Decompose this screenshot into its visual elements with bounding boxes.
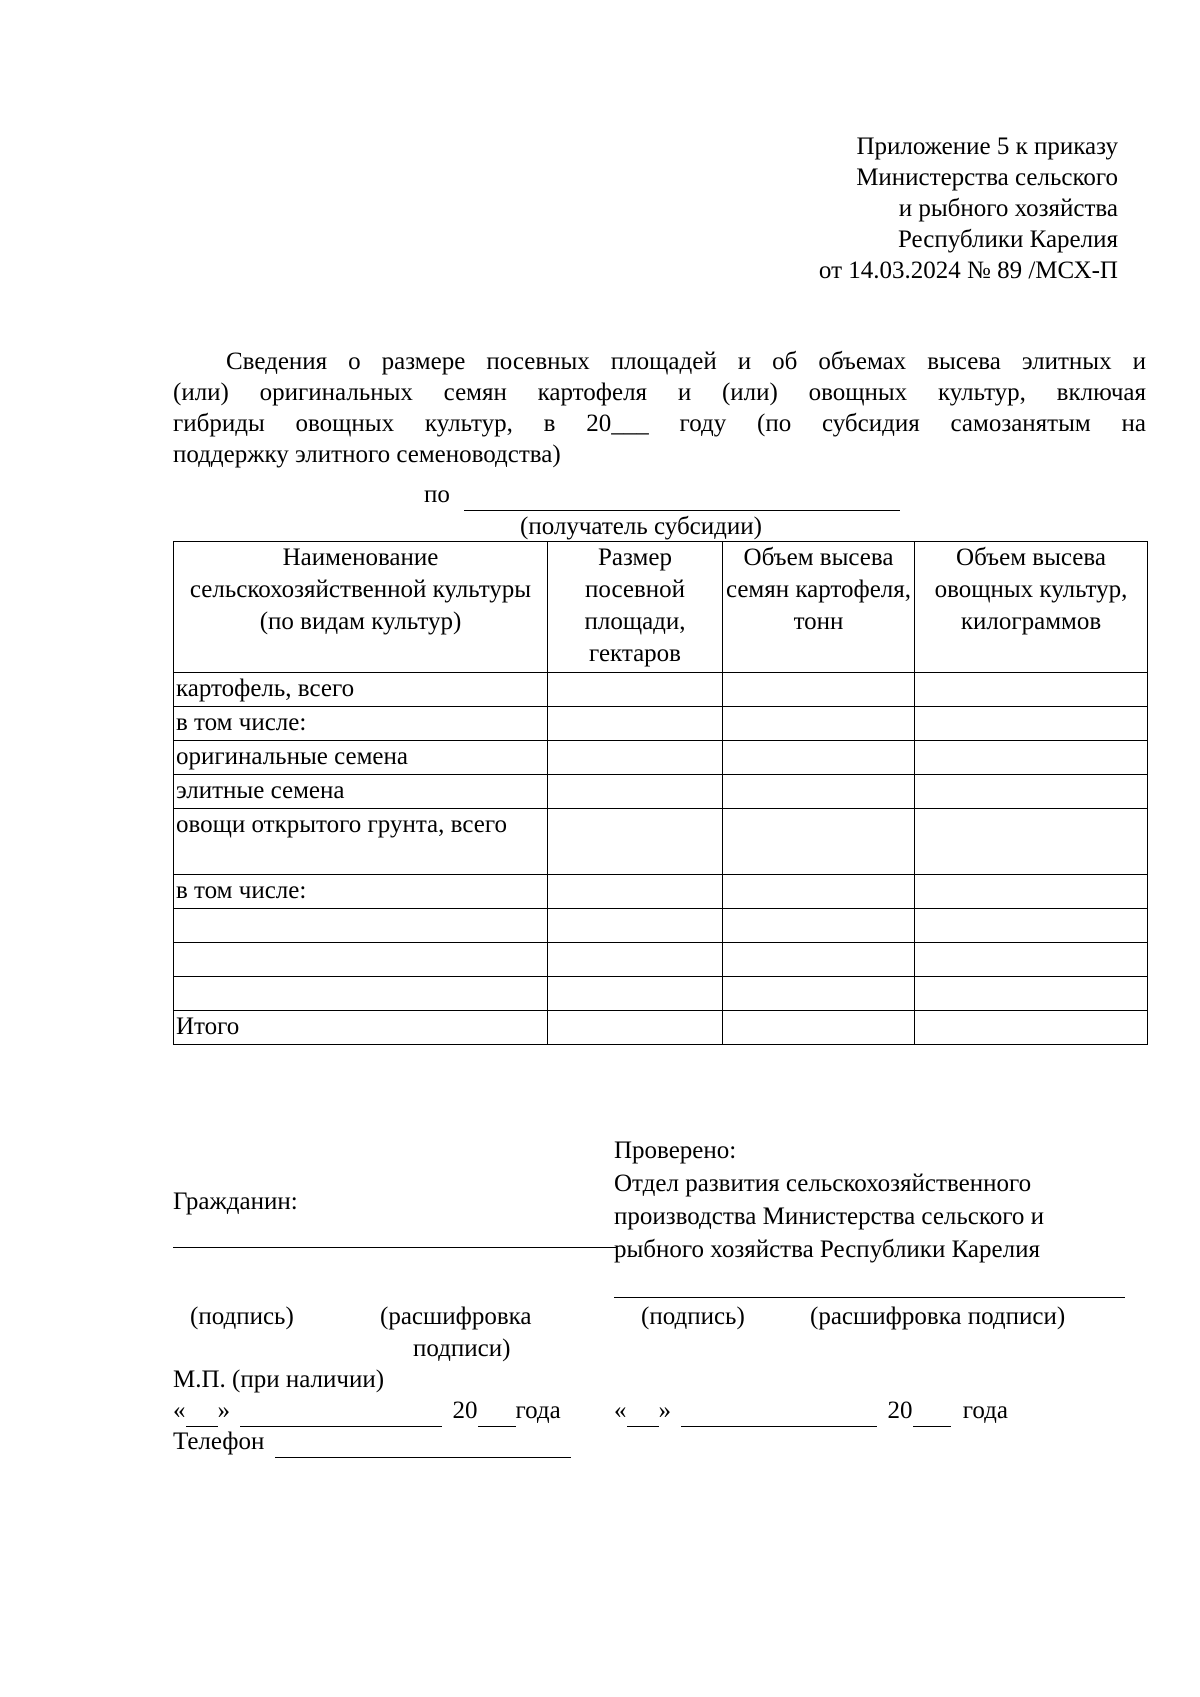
table-cell[interactable] <box>915 775 1148 809</box>
table-cell[interactable] <box>548 707 723 741</box>
appendix-line: Министерства сельского <box>856 164 1118 191</box>
document-title <box>173 346 1146 470</box>
appendix-header <box>518 131 1118 286</box>
table-cell[interactable] <box>723 741 915 775</box>
left-decode-caption-1: (расшифровка <box>380 1303 532 1330</box>
table-cell[interactable] <box>723 707 915 741</box>
row-name: картофель, всего <box>174 673 548 707</box>
row-name: Итого <box>174 1011 548 1045</box>
table-cell[interactable] <box>915 741 1148 775</box>
recipient-caption: (получатель субсидии) <box>520 513 762 540</box>
table-cell[interactable] <box>915 943 1148 977</box>
month-field[interactable] <box>240 1395 442 1427</box>
table-cell[interactable] <box>915 977 1148 1011</box>
right-decode-caption: (расшифровка подписи) <box>810 1303 1066 1330</box>
left-decode-caption-2: подписи) <box>413 1335 511 1362</box>
recipient-field[interactable] <box>464 479 900 511</box>
day-field[interactable] <box>186 1395 218 1427</box>
year-prefix: 20 <box>452 1397 478 1424</box>
table-row <box>174 909 1148 943</box>
table-row <box>174 673 1148 707</box>
table-row <box>174 943 1148 977</box>
appendix-line: от 14.03.2024 № 89 /МСХ-П <box>818 257 1118 284</box>
table-row <box>174 1011 1148 1045</box>
table-cell[interactable] <box>548 977 723 1011</box>
row-name: оригинальные семена <box>174 741 548 775</box>
table-cell[interactable] <box>915 909 1148 943</box>
header-potato-volume: Объем высева семян картофеля, тонн <box>723 542 915 673</box>
citizen-signature-line[interactable] <box>173 1247 616 1248</box>
quote-close: » <box>217 1397 230 1424</box>
year-field[interactable] <box>478 1395 516 1427</box>
year-word: года <box>962 1397 1008 1424</box>
table-cell[interactable] <box>723 775 915 809</box>
table-cell[interactable] <box>548 775 723 809</box>
year-field[interactable] <box>913 1395 951 1427</box>
department-signature-line[interactable] <box>614 1297 1125 1298</box>
phone-line <box>173 1426 571 1458</box>
table-cell[interactable] <box>915 707 1148 741</box>
appendix-line: Приложение 5 к приказу <box>856 133 1118 160</box>
appendix-line: и рыбного хозяйства <box>898 195 1118 222</box>
day-field[interactable] <box>627 1395 659 1427</box>
table-cell[interactable] <box>723 673 915 707</box>
table-cell[interactable] <box>548 673 723 707</box>
table-cell[interactable] <box>548 909 723 943</box>
stamp-label: М.П. (при наличии) <box>173 1366 385 1393</box>
crop-table <box>173 541 1148 1045</box>
quote-open: « <box>614 1397 627 1424</box>
table-row <box>174 741 1148 775</box>
citizen-date <box>173 1395 561 1427</box>
header-crop-name: Наименование сельскохозяйственной культуры (по видам культур) <box>174 542 548 673</box>
table-cell[interactable] <box>915 809 1148 875</box>
row-name: элитные семена <box>174 775 548 809</box>
citizen-label: Гражданин: <box>173 1188 298 1215</box>
recipient-line <box>424 479 900 511</box>
table-cell[interactable] <box>915 673 1148 707</box>
checked-label: Проверено: <box>614 1137 737 1164</box>
row-name[interactable] <box>174 909 548 943</box>
header-vegetable-volume: Объем высева овощных культур, килограммов <box>915 542 1148 673</box>
table-row <box>174 775 1148 809</box>
table-row <box>174 977 1148 1011</box>
table-cell[interactable] <box>915 875 1148 909</box>
row-name: в том числе: <box>174 875 548 909</box>
table-cell[interactable] <box>723 943 915 977</box>
table-cell[interactable] <box>723 909 915 943</box>
title-line: (или) оригинальных семян картофеля и (или) овощных культур, включая <box>173 379 1146 406</box>
quote-close: » <box>658 1397 671 1424</box>
table-cell[interactable] <box>915 1011 1148 1045</box>
row-name[interactable] <box>174 943 548 977</box>
year-word: года <box>515 1397 561 1424</box>
department-date <box>614 1395 1008 1427</box>
quote-open: « <box>173 1397 186 1424</box>
table-cell[interactable] <box>723 809 915 875</box>
checked-block <box>614 1134 1134 1266</box>
title-line: Сведения о размере посевных площадей и об объемах высева элитных и <box>226 348 1146 375</box>
table-row <box>174 707 1148 741</box>
row-name: овощи открытого грунта, всего <box>174 809 548 875</box>
table-cell[interactable] <box>723 977 915 1011</box>
year-prefix: 20 <box>887 1397 913 1424</box>
department-name: Отдел развития сельскохозяйственного производства Министерства сельского и рыбного хозяйства Республики Карелия <box>614 1170 1045 1263</box>
appendix-line: Республики Карелия <box>897 226 1118 253</box>
table-cell[interactable] <box>548 741 723 775</box>
phone-field[interactable] <box>275 1426 571 1458</box>
table-cell[interactable] <box>548 1011 723 1045</box>
table-cell[interactable] <box>723 875 915 909</box>
table-cell[interactable] <box>548 943 723 977</box>
title-line: поддержку элитного семеноводства) <box>173 441 561 468</box>
table-cell[interactable] <box>548 875 723 909</box>
month-field[interactable] <box>681 1395 877 1427</box>
table-cell[interactable] <box>548 809 723 875</box>
title-line: гибриды овощных культур, в 20___ году (по субсидия самозанятым на <box>173 410 1146 437</box>
table-row <box>174 809 1148 875</box>
phone-label: Телефон <box>173 1428 265 1455</box>
table-row <box>174 875 1148 909</box>
left-sign-caption: (подпись) <box>190 1303 294 1330</box>
table-cell[interactable] <box>723 1011 915 1045</box>
recipient-prefix: по <box>424 481 450 508</box>
header-area: Размер посевной площади, гектаров <box>548 542 723 673</box>
row-name: в том числе: <box>174 707 548 741</box>
right-sign-caption: (подпись) <box>641 1303 745 1330</box>
row-name[interactable] <box>174 977 548 1011</box>
